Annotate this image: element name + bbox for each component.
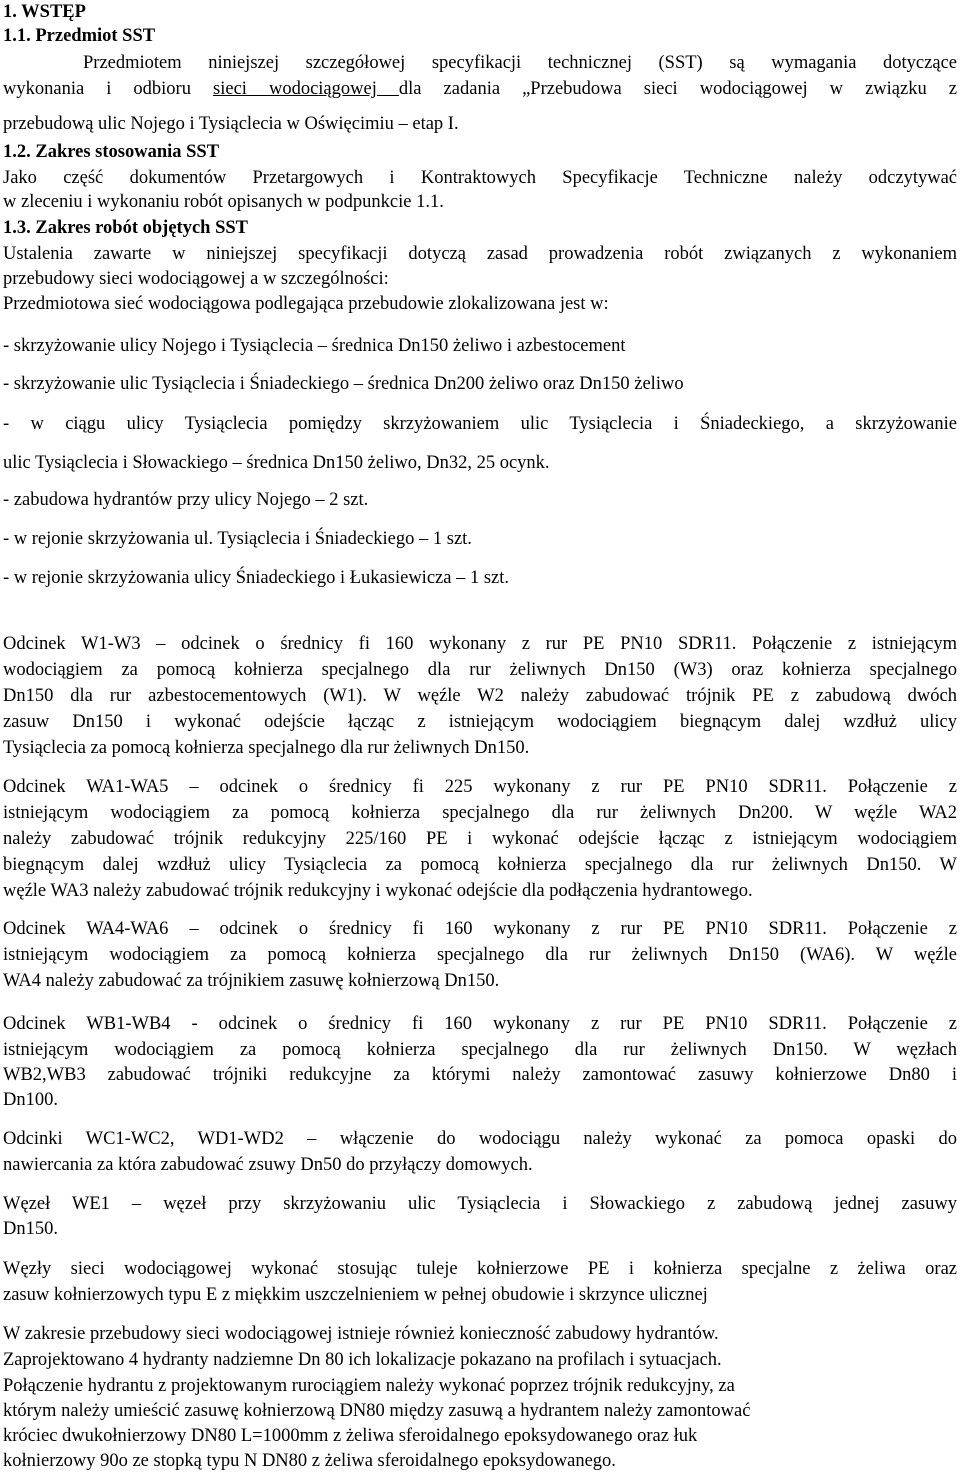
paragraph-line: należy zabudować trójnik redukcyjny 225/160 PE i wykonać odejście łącząc z istniejącym wodociągiem xyxy=(3,829,957,849)
paragraph-line: Odcinek WA1-WA5 – odcinek o średnicy fi 225 wykonany z rur PE PN10 SDR11. Połączenie z xyxy=(3,777,957,797)
paragraph-line: przebudowy sieci wodociągowej a w szczególności: xyxy=(3,269,389,289)
paragraph-line: węźle WA3 należy zabudować trójnik redukcyjny i wykonać odejście dla podłączenia hydrantowego. xyxy=(3,881,753,901)
heading-przedmiot: 1.1. Przedmiot SST xyxy=(3,26,156,46)
paragraph-line: Odcinek WB1-WB4 - odcinek o średnicy fi 160 wykonany z rur PE PN10 SDR11. Połączenie z xyxy=(3,1014,957,1034)
heading-zakres-robot: 1.3. Zakres robót objętych SST xyxy=(3,218,248,238)
paragraph-line: Odcinek WA4-WA6 – odcinek o średnicy fi 160 wykonany z rur PE PN10 SDR11. Połączenie z xyxy=(3,919,957,939)
list-item: - w ciągu ulicy Tysiąclecia pomiędzy skrzyżowaniem ulic Tysiąclecia i Śniadeckiego, a skrzyżowanie xyxy=(3,414,957,434)
paragraph-line: istniejącym wodociągiem za pomocą kołnierza specjalnego dla rur żeliwnych Dn200. W węźle WA2 xyxy=(3,803,957,823)
list-item: ulic Tysiąclecia i Słowackiego – średnica Dn150 żeliwo, Dn32, 25 ocynk. xyxy=(3,453,550,473)
paragraph-line: wodociągiem za pomocą kołnierza specjalnego dla rur żeliwnych Dn150 (W3) oraz kołnierza specjalnego xyxy=(3,660,957,680)
paragraph-line: Węzeł WE1 – węzeł przy skrzyżowaniu ulic Tysiąclecia i Słowackiego z zabudową jednej zasuwy xyxy=(3,1194,957,1214)
list-item: - zabudowa hydrantów przy ulicy Nojego – 2 szt. xyxy=(3,490,369,510)
paragraph-line: Odcinki WC1-WC2, WD1-WD2 – włączenie do wodociągu należy wykonać za pomoca opaski do xyxy=(3,1129,957,1149)
paragraph-line: zasuw kołnierzowych typu E z miękkim uszczelnieniem w pełnej obudowie i skrzynce ulicznej xyxy=(3,1285,708,1305)
paragraph-line: Dn100. xyxy=(3,1090,58,1110)
paragraph-line: Połączenie hydrantu z projektowanym rurociągiem należy wykonać poprzez trójnik redukcyjny, za xyxy=(3,1376,735,1396)
paragraph-line: którym należy umieścić zasuwę kołnierzową DN80 między zasuwą a hydrantem należy zamontować xyxy=(3,1401,751,1421)
underlined-text: sieci wodociągowej xyxy=(213,79,399,99)
paragraph-line: nawiercania za która zabudować zsuwy Dn50 do przyłączy domowych. xyxy=(3,1155,533,1175)
paragraph-line: istniejącym wodociągiem za pomocą kołnierza specjalnego dla rur żeliwnych Dn150 (WA6). W węźle xyxy=(3,945,957,965)
list-item: - w rejonie skrzyżowania ul. Tysiąclecia i Śniadeckiego – 1 szt. xyxy=(3,529,472,549)
paragraph-line: WB2,WB3 zabudować trójniki redukcyjne za którymi należy zamontować zasuwy kołnierzowe Dn80 i xyxy=(3,1065,957,1085)
list-item: - skrzyżowanie ulicy Nojego i Tysiąclecia – średnica Dn150 żeliwo i azbestocement xyxy=(3,336,626,356)
paragraph-line: wykonania i odbioru sieci wodociągowej dla zadania „Przebudowa sieci wodociągowej w związku z xyxy=(3,79,957,99)
paragraph-line: Tysiąclecia za pomocą kołnierza specjalnego dla rur żeliwnych Dn150. xyxy=(3,738,530,758)
list-item: - skrzyżowanie ulic Tysiąclecia i Śniadeckiego – średnica Dn200 żeliwo oraz Dn150 żeliwo xyxy=(3,374,684,394)
heading-wstep: 1. WSTĘP xyxy=(3,2,86,22)
paragraph-line: biegnącym dalej wzdłuż ulicy Tysiąclecia za pomocą kołnierza specjalnego dla rur żeliwnych Dn150. W xyxy=(3,855,957,875)
heading-zakres-stosowania: 1.2. Zakres stosowania SST xyxy=(3,142,220,162)
paragraph-line: zasuw Dn150 i wykonać odejście łącząc z istniejącym wodociągiem biegnącym dalej wzdłuż ulicy xyxy=(3,712,957,732)
paragraph-line: Odcinek W1-W3 – odcinek o średnicy fi 160 wykonany z rur PE PN10 SDR11. Połączenie z istniejącym xyxy=(3,634,957,654)
paragraph-line: przebudową ulic Nojego i Tysiąclecia w Oświęcimiu – etap I. xyxy=(3,114,459,134)
paragraph-line: króciec dwukołnierzowy DN80 L=1000mm z żeliwa sferoidalnego epoksydowanego oraz łuk xyxy=(3,1426,698,1446)
paragraph-line: Zaprojektowano 4 hydranty nadziemne Dn 80 ich lokalizacje pokazano na profilach i sytuacjach. xyxy=(3,1350,722,1370)
paragraph-line: Dn150. xyxy=(3,1219,58,1239)
paragraph-line: w zleceniu i wykonaniu robót opisanych w podpunkcie 1.1. xyxy=(3,192,444,212)
paragraph-line: Przedmiotem niniejszej szczegółowej specyfikacji technicznej (SST) są wymagania dotyczące xyxy=(83,53,957,73)
paragraph-line: Węzły sieci wodociągowej wykonać stosując tuleje kołnierzowe PE i kołnierza specjalne z żeliwa oraz xyxy=(3,1259,957,1279)
paragraph-line: WA4 należy zabudować za trójnikiem zasuwę kołnierzową Dn150. xyxy=(3,971,500,991)
paragraph-line: kołnierzowy 90o ze stopką typu N DN80 z żeliwa sferoidalnego epoksydowanego. xyxy=(3,1451,616,1471)
paragraph-line: Ustalenia zawarte w niniejszej specyfikacji dotyczą zasad prowadzenia robót związanych z wykonaniem xyxy=(3,244,957,264)
paragraph-line: Jako część dokumentów Przetargowych i Kontraktowych Specyfikacje Techniczne należy odczytywać xyxy=(3,168,957,188)
list-item: - w rejonie skrzyżowania ulicy Śniadeckiego i Łukasiewicza – 1 szt. xyxy=(3,568,510,588)
paragraph-line: Przedmiotowa sieć wodociągowa podlegająca przebudowie zlokalizowana jest w: xyxy=(3,294,609,314)
paragraph-line: W zakresie przebudowy sieci wodociągowej istnieje również konieczność zabudowy hydrantów. xyxy=(3,1324,719,1344)
paragraph-line: Dn150 dla rur azbestocementowych (W1). W węźle W2 należy zabudować trójnik PE z zabudową dwóch xyxy=(3,686,957,706)
paragraph-line: istniejącym wodociągiem za pomocą kołnierza specjalnego dla rur żeliwnych Dn150. W węzłach xyxy=(3,1040,957,1060)
